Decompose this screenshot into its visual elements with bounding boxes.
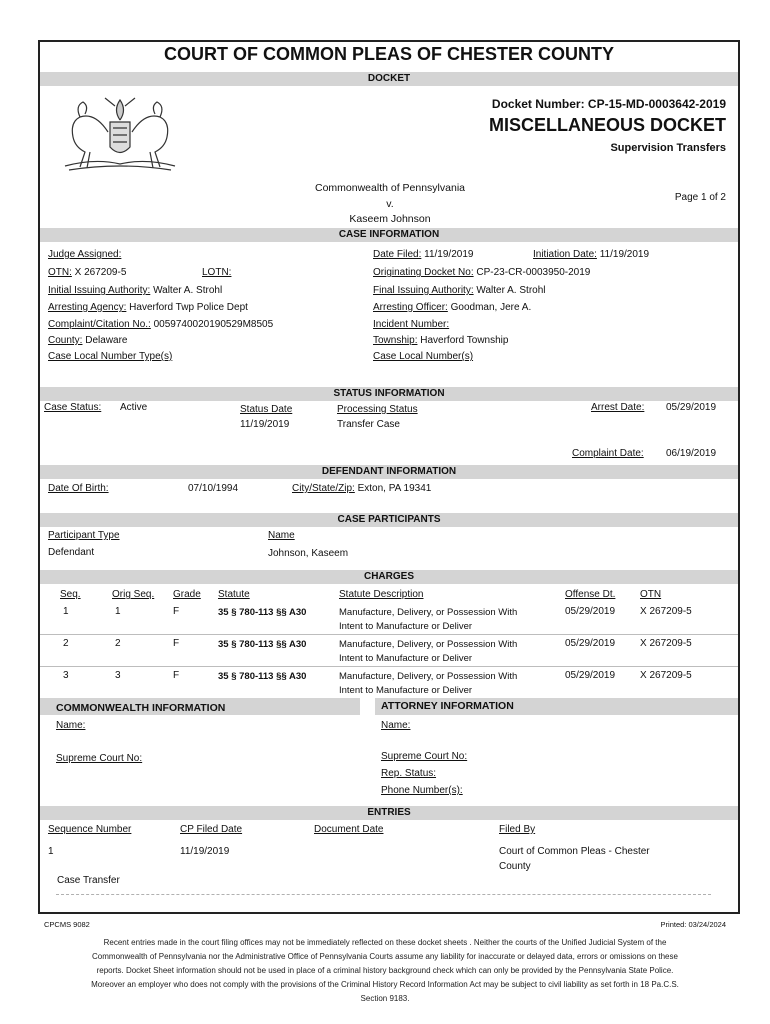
originating-docket-value: CP-23-CR-0003950-2019: [476, 267, 591, 278]
originating-docket-label: Originating Docket No:: [373, 267, 474, 278]
dob-label: Date Of Birth:: [48, 483, 109, 494]
city-state-zip-value: Exton, PA 19341: [357, 483, 432, 494]
case-status-value: Active: [120, 402, 148, 413]
arresting-agency-label: Arresting Agency:: [48, 302, 127, 313]
arrest-date-value: 05/29/2019: [666, 402, 717, 413]
charge-grade: F: [173, 606, 180, 617]
initial-authority-value: Walter A. Strohl: [153, 285, 223, 296]
entry-text: Case Transfer: [57, 875, 120, 886]
charge-seq: 2: [63, 638, 69, 649]
charges-seq-header: Seq.: [60, 589, 81, 600]
final-authority-value: Walter A. Strohl: [476, 285, 546, 296]
arrest-date-label: Arrest Date:: [591, 402, 645, 413]
case-local-type-label: Case Local Number Type(s): [48, 351, 173, 362]
charge-description-line1: Manufacture, Delivery, or Possession With: [339, 639, 518, 650]
township-value: Haverford Township: [420, 335, 509, 346]
docket-number: Docket Number: CP-15-MD-0003642-2019: [491, 97, 726, 111]
entries-filed-by-header: Filed By: [499, 824, 536, 835]
participant-name-header: Name: [268, 530, 295, 541]
judge-label: Judge Assigned:: [48, 249, 122, 260]
participant-type-header: Participant Type: [48, 530, 120, 541]
entry-filed-by-line1: Court of Common Pleas - Chester: [499, 846, 650, 857]
date-filed-label: Date Filed:: [373, 249, 422, 260]
charges-orig-seq-header: Orig Seq.: [112, 589, 155, 600]
charges-grade-header: Grade: [173, 589, 201, 600]
charges-offense-date-header: Offense Dt.: [565, 589, 616, 600]
entry-sequence: 1: [48, 846, 54, 857]
incident-number-label: Incident Number:: [373, 319, 450, 330]
charge-seq: 1: [63, 606, 69, 617]
complaint-value: 0059740020190529M8505: [153, 319, 274, 330]
charges-description-header: Statute Description: [339, 589, 424, 600]
initial-authority-label: Initial Issuing Authority:: [48, 285, 151, 296]
entries-bar: ENTRIES: [40, 806, 738, 820]
entry-filed-by-line2: County: [499, 861, 531, 872]
complaint-date-label: Complaint Date:: [572, 448, 644, 459]
charge-description-line1: Manufacture, Delivery, or Possession With: [339, 671, 518, 682]
entry-dashed-divider: [56, 894, 711, 895]
charge-otn: X 267209-5: [640, 670, 692, 681]
status-info-bar: STATUS INFORMATION: [40, 387, 738, 401]
final-authority-label: Final Issuing Authority:: [373, 285, 474, 296]
charge-seq: 3: [63, 670, 69, 681]
dob-value: 07/10/1994: [188, 483, 239, 494]
status-date-label: Status Date: [240, 404, 293, 415]
charges-otn-header: OTN: [640, 589, 662, 600]
court-title: COURT OF COMMON PLEAS OF CHESTER COUNTY: [164, 44, 614, 64]
city-state-zip-label: City/State/Zip:: [292, 483, 355, 494]
charge-divider: [40, 634, 738, 635]
charge-grade: F: [173, 670, 180, 681]
township-label: Township:: [373, 335, 418, 346]
participant-name-value: Johnson, Kaseem: [268, 548, 349, 559]
charge-otn: X 267209-5: [640, 606, 692, 617]
entry-cp-filed-date: 11/19/2019: [180, 846, 230, 857]
charge-offense-date: 05/29/2019: [565, 670, 616, 681]
complaint-label: Complaint/Citation No.:: [48, 319, 151, 330]
case-status-label: Case Status:: [44, 402, 102, 413]
charge-offense-date: 05/29/2019: [565, 638, 616, 649]
arresting-officer-label: Arresting Officer:: [373, 302, 448, 313]
pennsylvania-seal-icon: [55, 92, 185, 174]
initiation-date-label: Initiation Date:: [533, 249, 597, 260]
participant-type-value: Defendant: [48, 547, 95, 558]
charge-description-line1: Manufacture, Delivery, or Possession With: [339, 607, 518, 618]
status-date-value: 11/19/2019: [240, 419, 290, 430]
docket-bar: DOCKET: [40, 72, 738, 86]
charge-grade: F: [173, 638, 180, 649]
initiation-date-value: 11/19/2019: [599, 249, 650, 260]
charge-statute: 35 § 780-113 §§ A30: [218, 671, 307, 682]
charge-orig-seq: 3: [115, 670, 121, 681]
attorney-supreme-court-label: Supreme Court No:: [381, 751, 468, 762]
entries-cp-filed-header: CP Filed Date: [180, 824, 243, 835]
charge-description-line2: Intent to Manufacture or Deliver: [339, 621, 473, 632]
commonwealth-name-label: Name:: [56, 720, 86, 731]
caption-defendant: Kaseem Johnson: [349, 213, 431, 225]
complaint-date-value: 06/19/2019: [666, 448, 717, 459]
participants-bar: CASE PARTICIPANTS: [40, 513, 738, 527]
attorney-phone-label: Phone Number(s):: [381, 785, 463, 796]
charge-orig-seq: 2: [115, 638, 121, 649]
arresting-agency-value: Haverford Twp Police Dept: [129, 302, 248, 313]
case-info-bar: CASE INFORMATION: [40, 228, 738, 242]
lotn-label: LOTN:: [202, 267, 232, 278]
charge-offense-date: 05/29/2019: [565, 606, 616, 617]
case-local-number-label: Case Local Number(s): [373, 351, 474, 362]
charges-statute-header: Statute: [218, 589, 250, 600]
docket-subtype: Supervision Transfers: [610, 142, 726, 154]
printed-date: Printed: 03/24/2024: [660, 920, 726, 929]
charge-orig-seq: 1: [115, 606, 121, 617]
form-id: CPCMS 9082: [44, 920, 90, 929]
charges-bar: CHARGES: [40, 570, 738, 584]
processing-status-value: Transfer Case: [337, 419, 400, 430]
attorney-info-bar: ATTORNEY INFORMATION: [375, 698, 738, 715]
entries-sequence-header: Sequence Number: [48, 824, 132, 835]
page-indicator: Page 1 of 2: [674, 192, 726, 203]
charge-description-line2: Intent to Manufacture or Deliver: [339, 653, 473, 664]
processing-status-label: Processing Status: [337, 404, 418, 415]
county-label: County:: [48, 335, 83, 346]
otn-label: OTN:: [48, 267, 72, 278]
attorney-rep-status-label: Rep. Status:: [381, 768, 437, 779]
otn-value: X 267209-5: [74, 267, 127, 278]
charge-otn: X 267209-5: [640, 638, 692, 649]
commonwealth-info-bar: COMMONWEALTH INFORMATION: [40, 698, 360, 715]
caption-commonwealth: Commonwealth of Pennsylvania: [315, 182, 465, 194]
entries-document-date-header: Document Date: [314, 824, 384, 835]
county-value: Delaware: [85, 335, 128, 346]
disclaimer: Recent entries made in the court filing offices may not be immediately reflected on these docket sheets . Neither the courts of the Unified Judicial System of the Commonwealth of Pennsylvania nor the Administrative Office of Pennsylvania Courts assume any liability for inaccurate or delayed data, errors or omissions on these reports. Docket Sheet information should not be used in place of a criminal history background check which can only be provided by the Pennsylvania State Police. Moreover an employer who does not comply with the provisions of the Criminal History Record Information Act may be subject to civil liability as set forth in 18 Pa.C.S. Section 9183.: [91, 938, 679, 1003]
caption-versus: v.: [386, 198, 394, 210]
charge-divider: [40, 666, 738, 667]
charge-description-line2: Intent to Manufacture or Deliver: [339, 685, 473, 696]
arresting-officer-value: Goodman, Jere A.: [450, 302, 532, 313]
docket-type: MISCELLANEOUS DOCKET: [488, 115, 726, 135]
attorney-name-label: Name:: [381, 720, 411, 731]
charge-statute: 35 § 780-113 §§ A30: [218, 639, 307, 650]
charge-statute: 35 § 780-113 §§ A30: [218, 607, 307, 618]
commonwealth-supreme-court-label: Supreme Court No:: [56, 753, 143, 764]
defendant-info-bar: DEFENDANT INFORMATION: [40, 465, 738, 479]
date-filed-value: 11/19/2019: [424, 249, 474, 260]
